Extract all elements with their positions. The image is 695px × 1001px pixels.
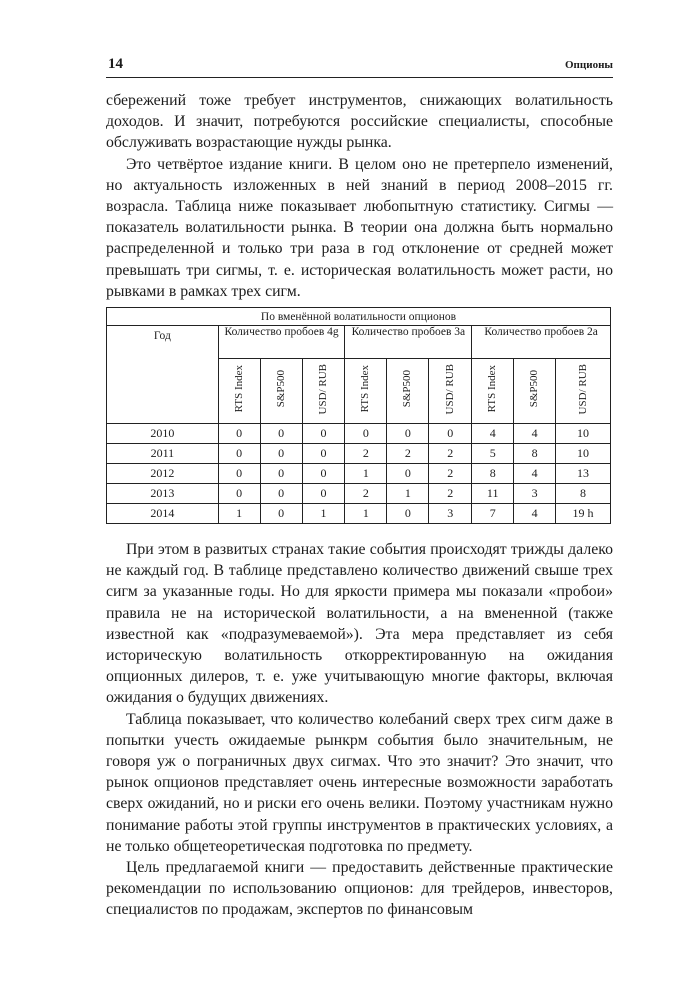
volatility-table (106, 307, 611, 524)
table-cell: 11 (472, 484, 514, 504)
subcol-header (218, 359, 260, 424)
subcol-header (260, 359, 302, 424)
subcol-label: S&P500 (528, 370, 541, 408)
table-cell: 7 (472, 504, 514, 524)
table-cell: 0 (302, 444, 345, 464)
table-cell: 5 (472, 444, 514, 464)
table-cell: 0 (302, 424, 345, 444)
subcol-label: USD/ RUB (576, 363, 589, 415)
table-row (107, 444, 611, 464)
table-cell: 0 (345, 424, 387, 444)
subcol-label: USD/ RUB (317, 363, 329, 415)
subcol-label: S&P500 (274, 370, 287, 408)
table-cell: 10 (556, 444, 611, 464)
table-cell: 2 (387, 444, 429, 464)
subcol-header (472, 359, 514, 424)
table-cell: 0 (260, 484, 302, 504)
subcol-header (387, 359, 429, 424)
table-cell: 10 (556, 424, 611, 444)
paragraph-edition: Это четвёртое издание книги. В целом оно не претерпело изменений, но актуальность изложенных в ней знаний в период 2008–2015 гг. возрасла. Таблица ниже показывает любопытную статистику. Сигмы — показатель волатильности рынка. В теории она должна быть нормально распределенной и только три раза в год отклонение от средней может превышать три сигмы, т. е. историческая волатильность может расти, но рывками в рамках трех сигм. (106, 155, 613, 300)
table-cell: 4 (514, 504, 556, 524)
subcol-header (514, 359, 556, 424)
subcol-header (302, 359, 345, 424)
table-cell: 0 (218, 444, 260, 464)
table-cell: 0 (302, 484, 345, 504)
body-text-top (106, 90, 613, 302)
table-row (107, 464, 611, 484)
table-cell: 2 (429, 444, 472, 464)
year-cell: 2010 (107, 424, 219, 444)
table-cell: 2 (345, 484, 387, 504)
table-cell: 0 (387, 464, 429, 484)
table-cell: 0 (218, 464, 260, 484)
year-column-header: Год (107, 326, 219, 424)
paragraph-developed-markets: При этом в развитых странах такие события происходят трижды далеко не каждый год. В таблице представлено количество движений свыше трех сигм за указанные годы. Но для яркости примера мы показали «пробои» правила не на исторической волатильности, а на вмененной (также известной как «подразумеваемой»). Эта мера представляет из себя историческую волатильность откорректированную на ожидания опционных дилеров, т. е. уже учитывающую многие факторы, включая ожидания о будущих движениях. (106, 541, 613, 707)
table-cell: 4 (514, 424, 556, 444)
subcol-label: RTS Index (232, 365, 245, 413)
body-text-bottom (106, 539, 613, 921)
table-cell: 4 (514, 464, 556, 484)
table-cell: 1 (302, 504, 345, 524)
table-cell: 0 (260, 464, 302, 484)
table-row (107, 484, 611, 504)
table-cell: 0 (387, 424, 429, 444)
table-cell: 2 (429, 464, 472, 484)
paragraph-book-goal: Цель предлагаемой книги — предоставить действенные практические рекомендации по использованию опционов: для трейдеров, инвесторов, специалистов по продажам, экспертов по финансовым (106, 859, 613, 919)
table-cell: 0 (218, 484, 260, 504)
subcol-label: RTS Index (359, 365, 372, 413)
table-cell: 1 (218, 504, 260, 524)
table-cell: 0 (260, 504, 302, 524)
table-cell: 0 (302, 464, 345, 484)
table-cell: 8 (556, 484, 611, 504)
group-header-2a: Количество пробоев 2a (472, 326, 611, 359)
subcol-label: S&P500 (401, 370, 414, 408)
table-cell: 4 (472, 424, 514, 444)
table-cell: 2 (345, 444, 387, 464)
subcol-header (429, 359, 472, 424)
page-header (106, 55, 613, 78)
year-cell: 2014 (107, 504, 219, 524)
group-header-4g: Количество пробоев 4g (218, 326, 345, 359)
table-cell: 13 (556, 464, 611, 484)
table-cell: 1 (345, 504, 387, 524)
table-cell: 0 (218, 424, 260, 444)
table-row (107, 424, 611, 444)
subcol-header (345, 359, 387, 424)
table-cell: 8 (514, 444, 556, 464)
table-row (107, 504, 611, 524)
page-number: 14 (108, 56, 123, 72)
subcol-header (556, 359, 611, 424)
subcol-label: RTS Index (486, 365, 499, 413)
table-cell: 0 (429, 424, 472, 444)
table-cell: 0 (260, 444, 302, 464)
running-title: Опционы (565, 59, 613, 71)
paragraph-table-shows: Таблица показывает, что количество колебаний сверх трех сигм даже в попытки учесть ожидаемые рынкрм события было значительным, не говоря уж о пограничных двух сигмах. Что это значит? Это значит, что рынок опционов представляет очень интересные возможности заработать сверх ожиданий, но и риски его очень велики. Поэтому участникам нужно понимание работы этой группы инструментов в практических условиях, а не только общетеоретическая подготовка по предмету. (106, 710, 613, 855)
table-cell: 1 (387, 484, 429, 504)
paragraph-continuation: сбережений тоже требует инструментов, снижающих волатильность доходов. И значит, потребуются российские специалисты, способные обслуживать возрастающие нужды рынка. (106, 92, 613, 152)
table-cell: 1 (345, 464, 387, 484)
table-cell: 3 (514, 484, 556, 504)
year-cell: 2011 (107, 444, 219, 464)
table-cell: 19 h (556, 504, 611, 524)
group-header-3a: Количество пробоев 3a (345, 326, 472, 359)
table-caption: По вменённой волатильности опционов (107, 308, 611, 326)
table-cell: 2 (429, 484, 472, 504)
table-cell: 0 (387, 504, 429, 524)
year-cell: 2012 (107, 464, 219, 484)
table-cell: 8 (472, 464, 514, 484)
table-cell: 3 (429, 504, 472, 524)
subcol-label: USD/ RUB (443, 363, 456, 415)
year-cell: 2013 (107, 484, 219, 504)
table-cell: 0 (260, 424, 302, 444)
